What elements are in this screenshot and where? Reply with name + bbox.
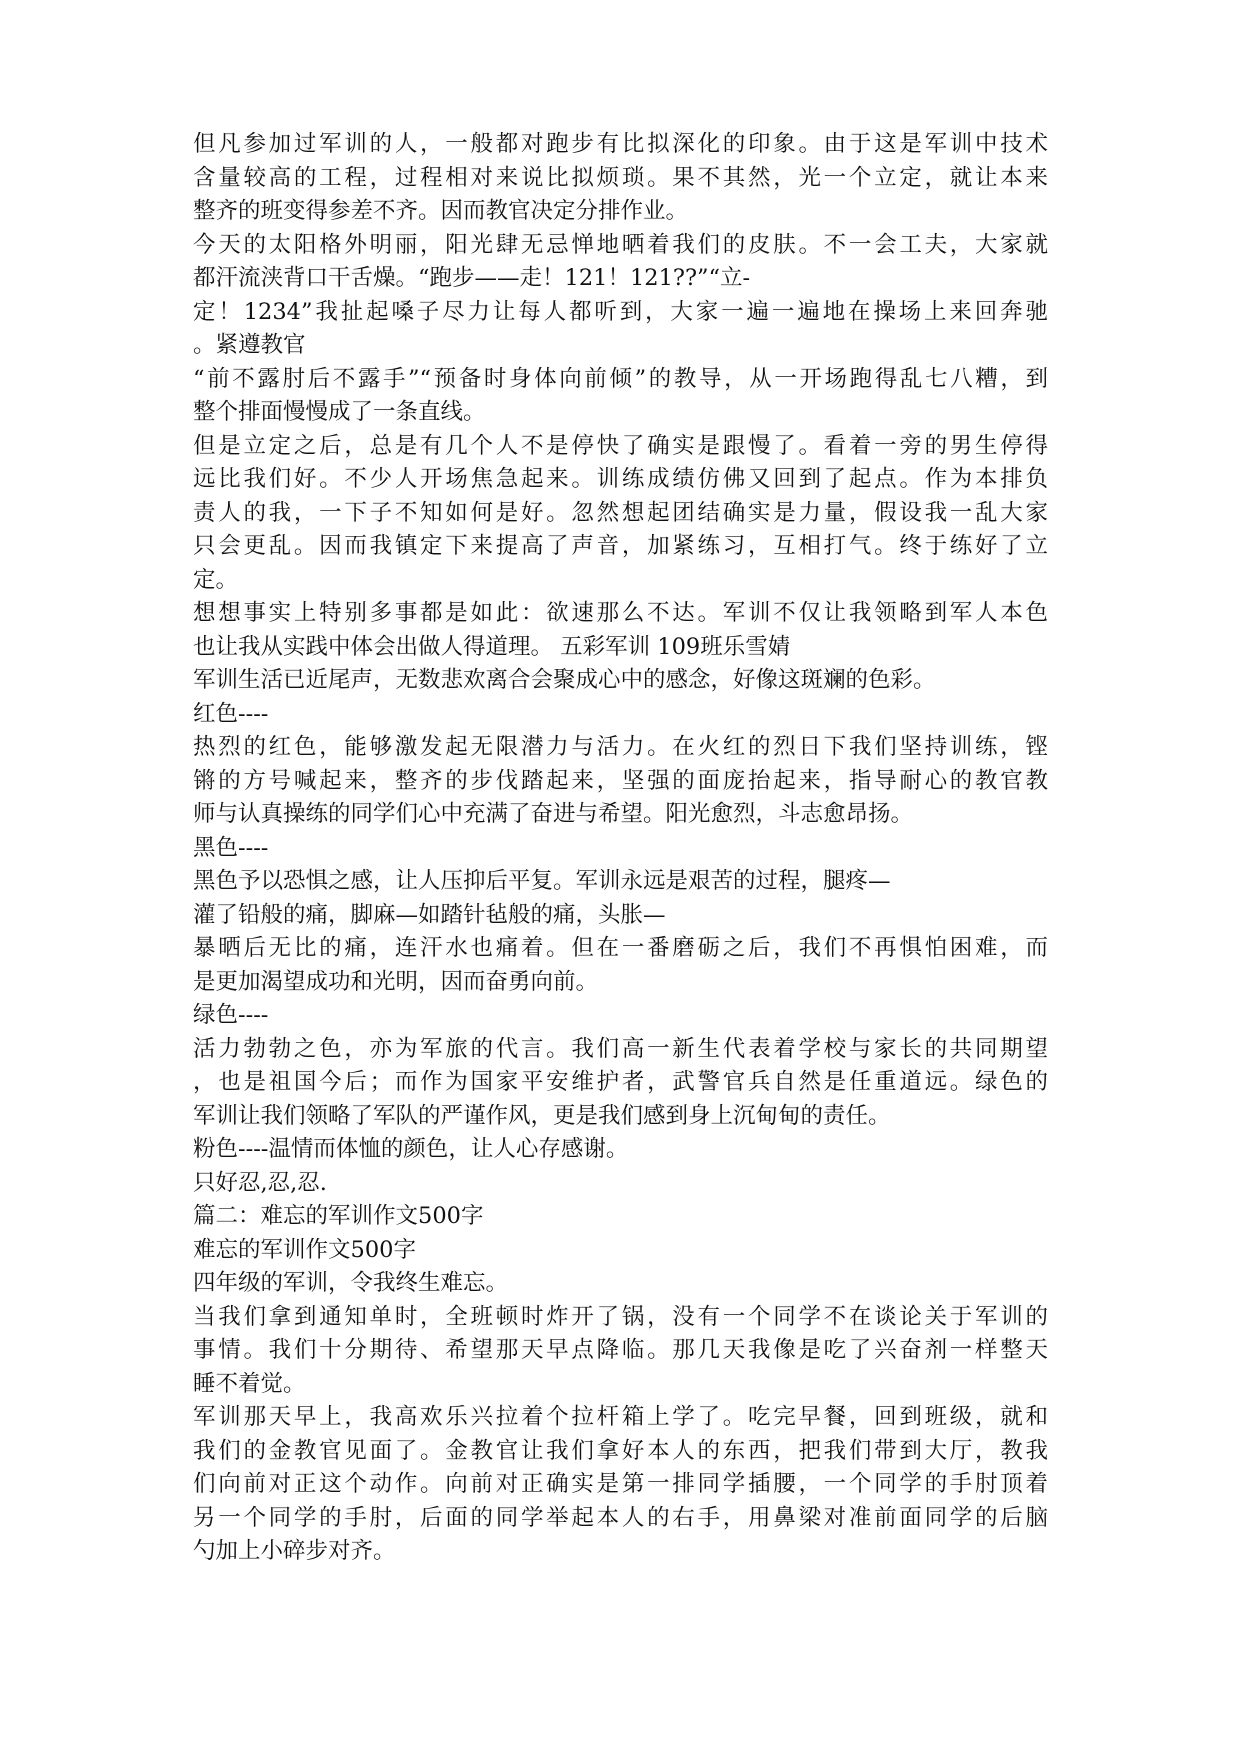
- text-line: 粉色----温情而体恤的颜色，让人心存感谢。: [193, 1136, 629, 1162]
- text-line: 定。: [193, 566, 239, 593]
- text-line: 绿色----: [193, 1002, 269, 1028]
- text-line: 黑色----: [193, 834, 269, 861]
- text-line: 另一个同学的手肘，后面的同学举起本人的右手，用鼻梁对准前面同学的后脑: [193, 1504, 1048, 1531]
- text-line: 勺加上小碎步对齐。: [193, 1538, 396, 1564]
- text-line: 也让我从实践中体会出做人得道理。 五彩军训 109班乐雪婧: [193, 633, 791, 660]
- text-line: 军训那天早上，我高欢乐兴拉着个拉杆箱上学了。吃完早餐，回到班级，就和: [193, 1404, 1048, 1430]
- text-line: 但凡参加过军训的人，一般都对跑步有比拟深化的印象。由于这是军训中技术: [193, 131, 1048, 157]
- text-line: 暴晒后无比的痛，连汗水也痛着。但在一番磨砺之后，我们不再惧怕困难，而: [193, 935, 1048, 961]
- text-line: 我们的金教官见面了。金教官让我们拿好本人的东西，把我们带到大厅，教我: [193, 1437, 1048, 1464]
- text-line: 只会更乱。因而我镇定下来提高了声音，加紧练习，互相打气。终于练好了立: [193, 533, 1048, 559]
- text-line: ，也是祖国今后；而作为国家平安维护者，武警官兵自然是任重道远。绿色的: [193, 1069, 1048, 1095]
- text-line: 今天的太阳格外明丽，阳光肆无忌惮地晒着我们的皮肤。不一会工夫，大家就: [193, 231, 1048, 258]
- text-line: 事情。我们十分期待、希望那天早点降临。那几天我像是吃了兴奋剂一样整天: [193, 1337, 1048, 1363]
- text-line: 想想事实上特别多事都是如此：欲速那么不达。军训不仅让我领略到军人本色: [193, 600, 1048, 626]
- text-line: 四年级的军训，令我终生难忘。: [193, 1270, 509, 1296]
- text-line: 篇二：难忘的军训作文500字: [193, 1203, 484, 1229]
- text-line: 整齐的班变得参差不齐。因而教官决定分排作业。: [193, 198, 689, 224]
- text-line: 整个排面慢慢成了一条直线。: [193, 399, 486, 425]
- text-line: 只好忍,忍,忍.: [193, 1169, 327, 1196]
- text-line: 热烈的红色，能够激发起无限潜力与活力。在火红的烈日下我们坚持训练，铿: [193, 734, 1048, 760]
- text-line: 。紧遵教官: [193, 332, 306, 358]
- text-line: 红色----: [193, 700, 269, 727]
- text-line: 远比我们好。不少人开场焦急起来。训练成绩仿佛又回到了起点。作为本排负: [193, 466, 1048, 492]
- text-line: “前不露肘后不露手”“预备时身体向前倾”的教导，从一开场跑得乱七八糟，到: [193, 365, 1048, 392]
- text-line: 责人的我，一下子不知如何是好。忽然想起团结确实是力量，假设我一乱大家: [193, 499, 1048, 526]
- text-line: 当我们拿到通知单时，全班顿时炸开了锅，没有一个同学不在谈论关于军训的: [193, 1303, 1048, 1330]
- text-line: 都汗流浃背口干舌燥。“跑步——走！121！121??”“立-: [193, 265, 751, 291]
- text-line: 是更加渴望成功和光明，因而奋勇向前。: [193, 968, 599, 995]
- text-line: 活力勃勃之色，亦为军旅的代言。我们高一新生代表着学校与家长的共同期望: [193, 1035, 1048, 1062]
- text-line: 师与认真操练的同学们心中充满了奋进与希望。阳光愈烈，斗志愈昂扬。: [193, 801, 914, 827]
- text-line: 黑色予以恐惧之感，让人压抑后平复。军训永远是艰苦的过程，腿疼—: [193, 868, 891, 894]
- text-line: 难忘的军训作文500字: [193, 1236, 416, 1263]
- text-line: 睡不着觉。: [193, 1370, 306, 1397]
- text-line: 军训让我们领略了军队的严谨作风，更是我们感到身上沉甸甸的责任。: [193, 1102, 891, 1129]
- text-line: 们向前对正这个动作。向前对正确实是第一排同学插腰，一个同学的手肘顶着: [193, 1471, 1048, 1497]
- text-line: 但是立定之后，总是有几个人不是停快了确实是跟慢了。看着一旁的男生停得: [193, 432, 1048, 459]
- text-line: 定！1234”我扯起嗓子尽力让每人都听到，大家一遍一遍地在操场上来回奔驰: [193, 298, 1048, 325]
- text-line: 锵的方号喊起来，整齐的步伐踏起来，坚强的面庞抬起来，指导耐心的教官教: [193, 767, 1048, 794]
- text-line: 军训生活已近尾声，无数悲欢离合会聚成心中的感念，好像这斑斓的色彩。: [193, 667, 936, 693]
- document-body: [193, 128, 1048, 1569]
- text-line: 灌了铅般的痛，脚麻—如踏针毡般的痛，头胀—: [193, 901, 666, 928]
- text-line: 含量较高的工程，过程相对来说比拟烦琐。果不其然，光一个立定，就让本来: [193, 164, 1048, 191]
